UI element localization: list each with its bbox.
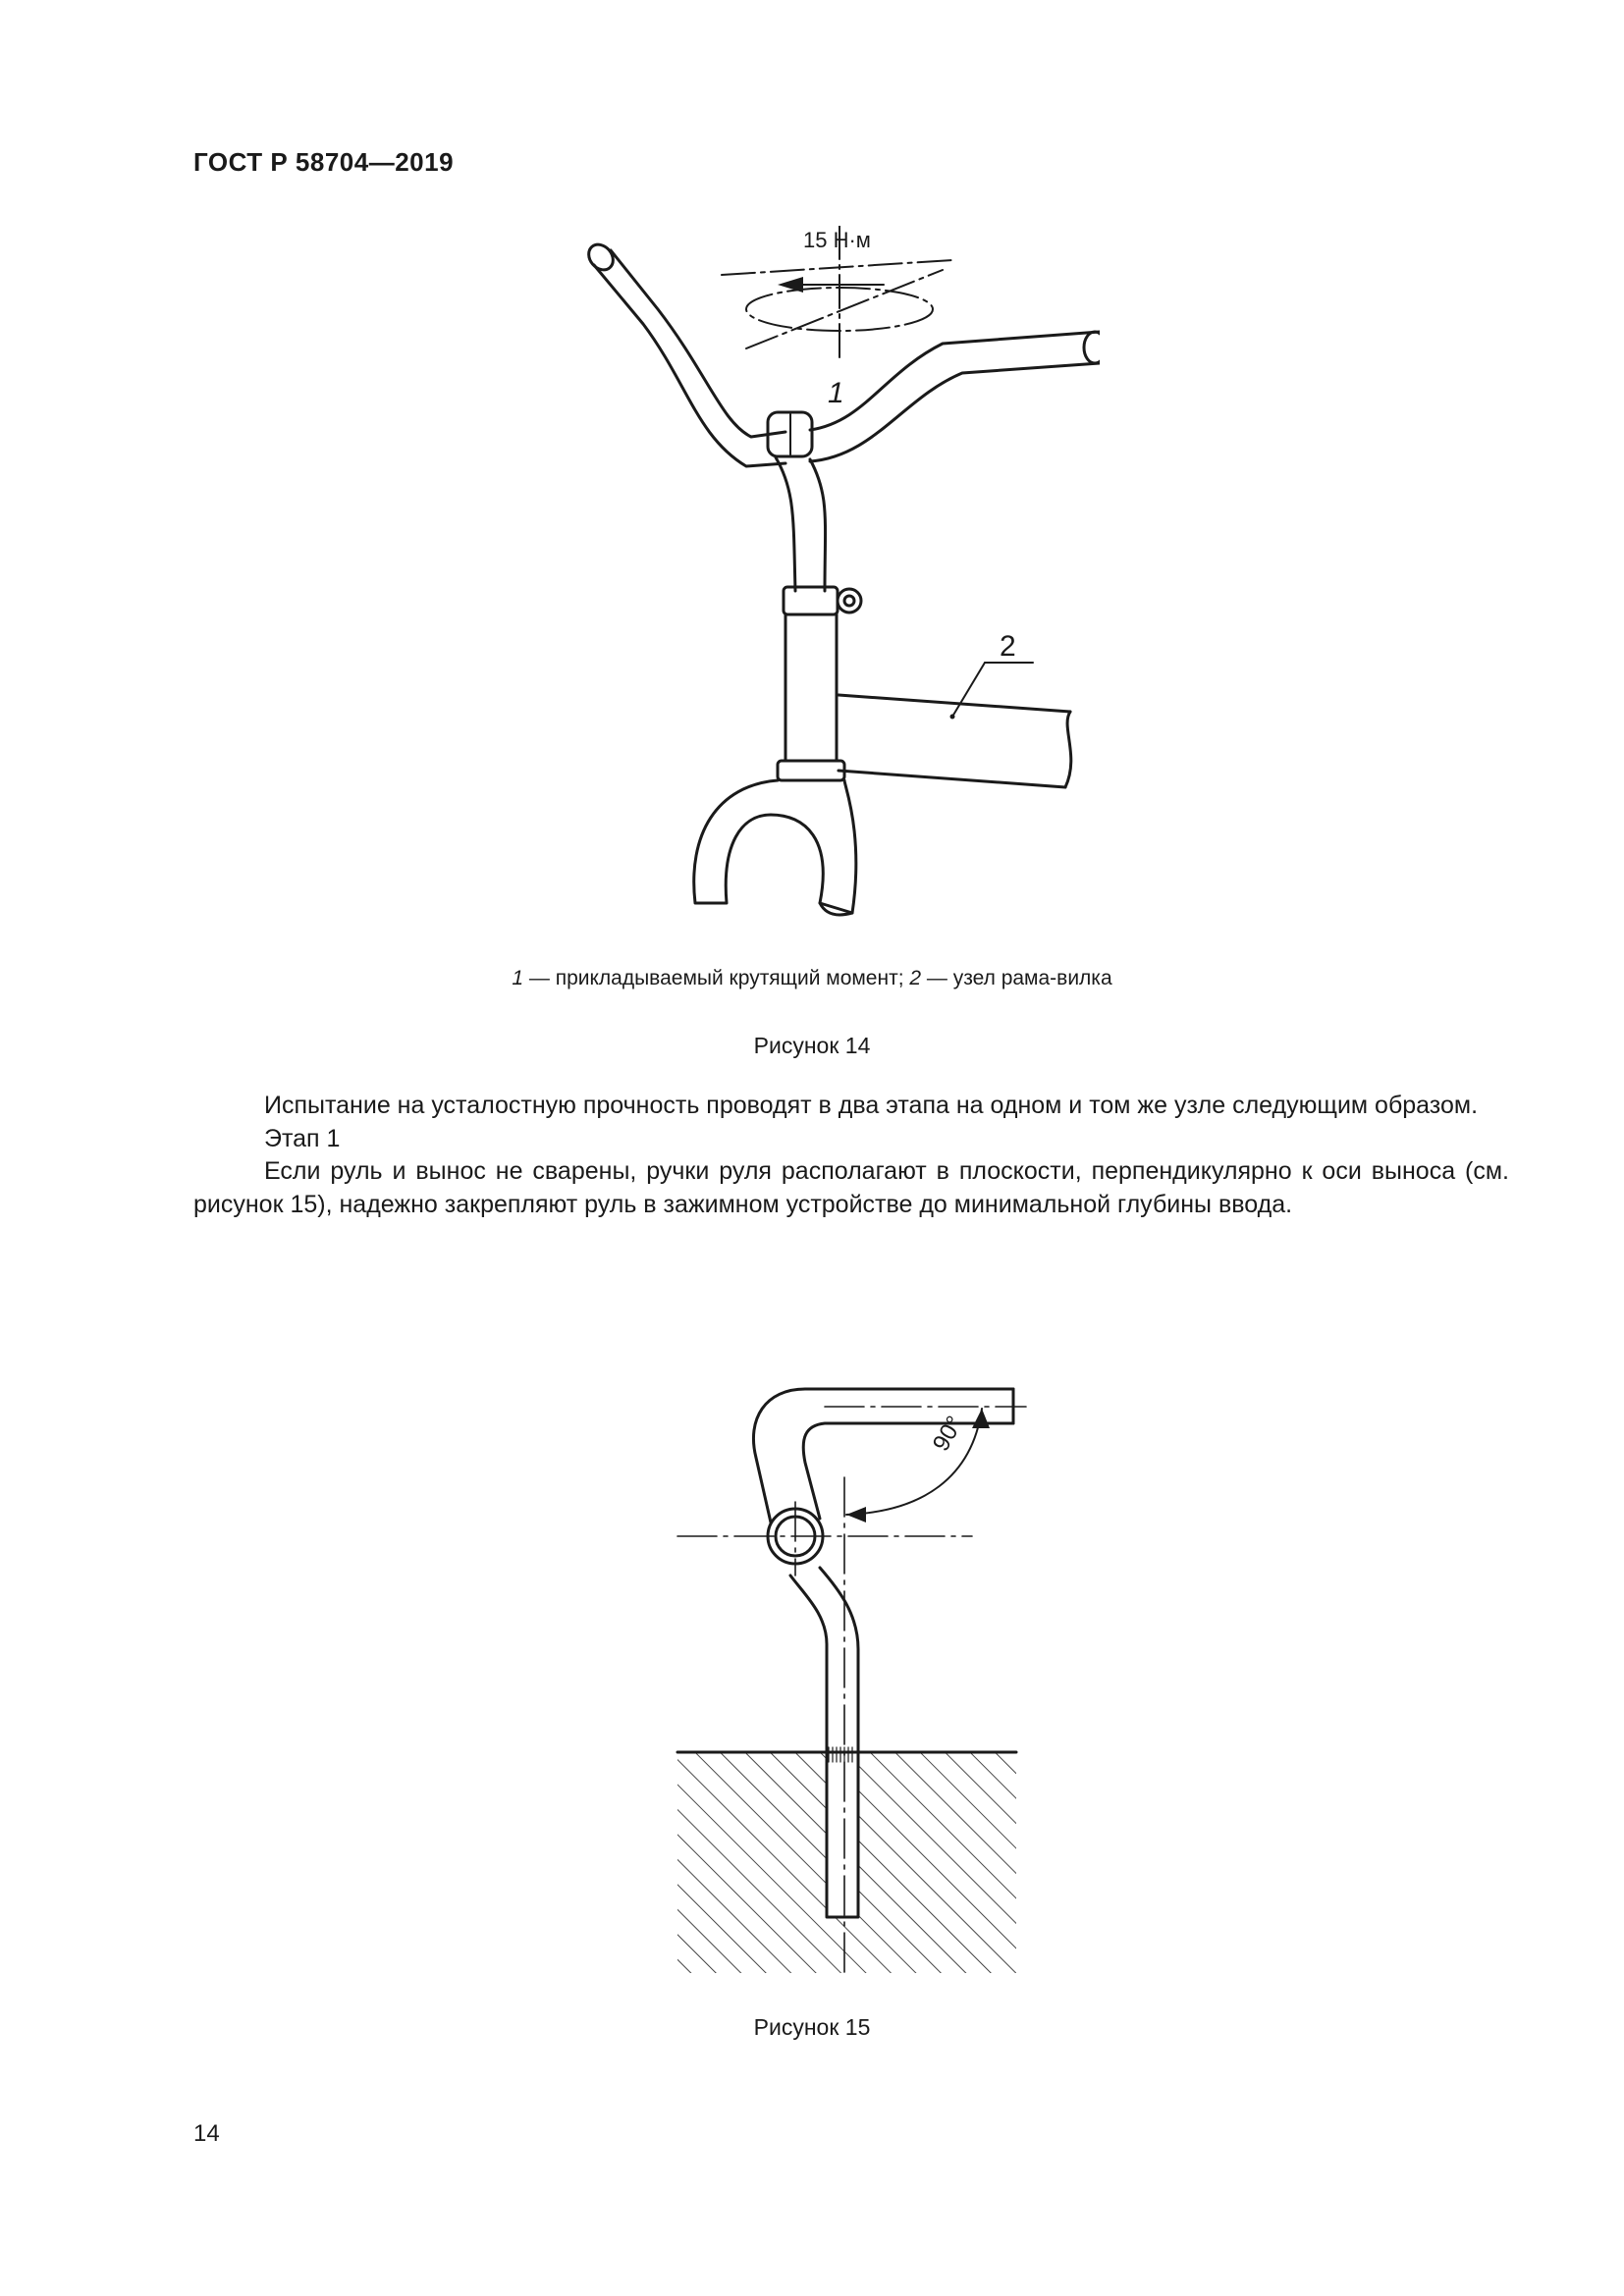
fork	[694, 780, 856, 915]
callout-1: 1	[828, 377, 844, 409]
figure-14-drawing	[550, 226, 1100, 942]
paragraph: Испытание на усталостную прочность проводят в два этапа на одном и том же узле следующим образом.	[264, 1092, 1479, 1119]
angle-arrow-end	[972, 1409, 990, 1428]
callout-2: 2	[1000, 630, 1016, 663]
torque-label: 15 Н·м	[803, 228, 871, 252]
paragraph: Если руль и вынос не сварены, ручки руля располагают в плоскости, перпендикулярно к оси выноса (см. рисунок 15), надежно закрепляют руль в зажимном устройстве до минимальной глубины ввода.	[193, 1157, 1509, 1218]
handlebar	[584, 240, 1100, 466]
figure-15-drawing	[658, 1291, 1051, 1988]
legend-1-text: — прикладываемый крутящий момент;	[523, 967, 910, 989]
page-number: 14	[193, 2120, 220, 2147]
handlebar	[753, 1389, 1013, 1522]
clamp-edge-marks	[829, 1747, 852, 1762]
body-text	[193, 1090, 1509, 1221]
legend-1-number: 1	[512, 967, 524, 989]
stem-in-clamp	[827, 1752, 858, 1917]
frame-tube	[839, 695, 1071, 787]
figure-15-caption: Рисунок 15	[753, 2014, 871, 2040]
angle-label: 90°	[927, 1412, 969, 1456]
figure-14-caption: Рисунок 14	[753, 1033, 871, 1058]
legend-2-text: — узел рама-вилка	[921, 967, 1112, 989]
stem	[776, 457, 861, 780]
document-header: ГОСТ Р 58704—2019	[193, 147, 455, 177]
stem	[790, 1568, 858, 1752]
angle-arrow-start	[846, 1507, 866, 1522]
legend-2-number: 2	[909, 967, 922, 989]
callout-2-leader	[950, 663, 1034, 720]
figure-14-legend	[0, 967, 1624, 990]
paragraph: Этап 1	[264, 1124, 341, 1152]
